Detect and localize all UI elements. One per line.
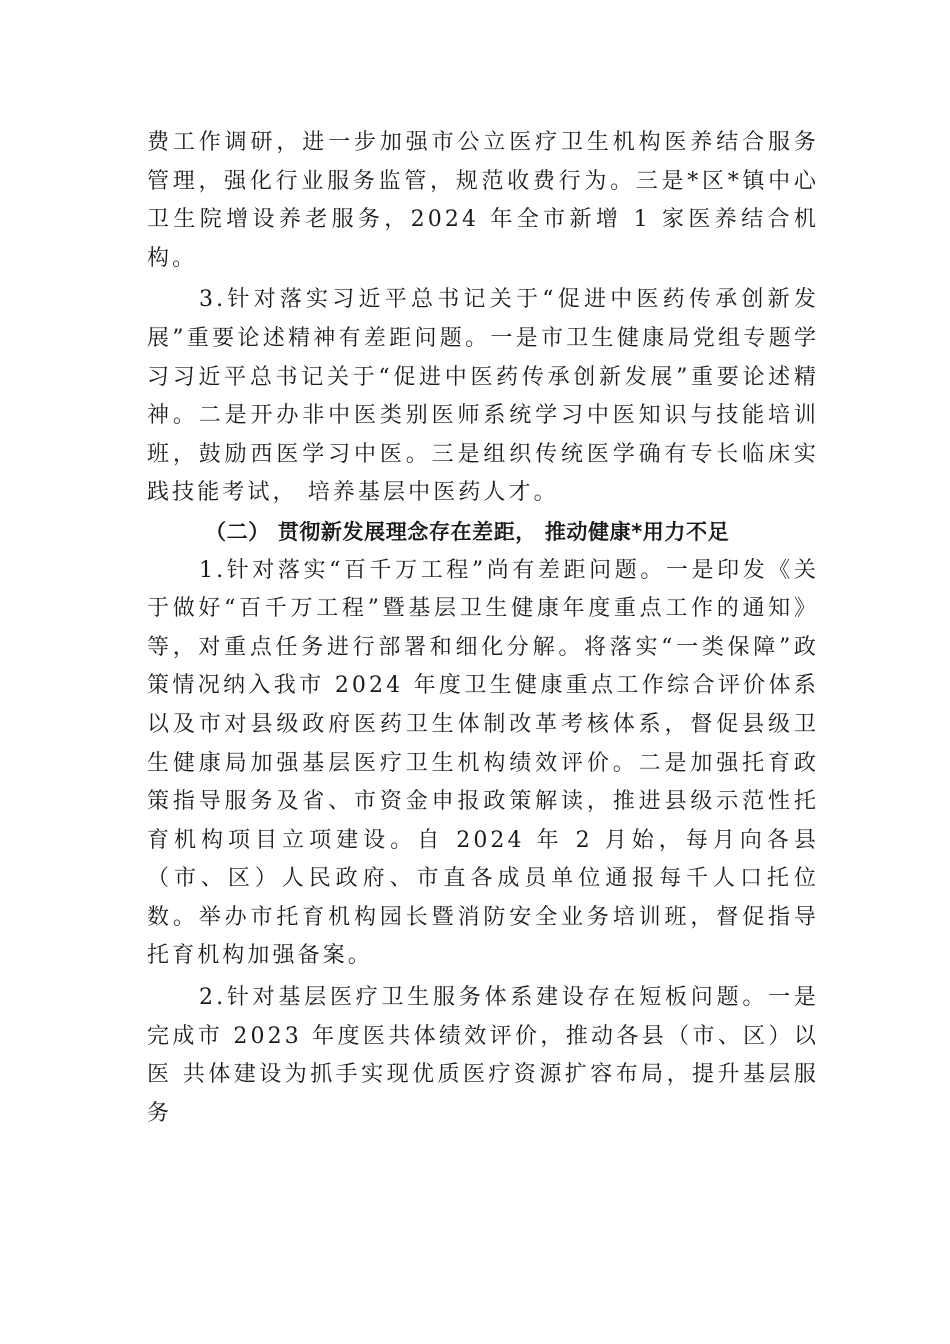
section-heading: （二） 贯彻新发展理念存在差距， 推动健康*用力不足: [205, 519, 730, 544]
document-page: [147, 124, 819, 1133]
paragraph-item-3: 3.针对落实习近平总书记关于“促进中医药传承创新发展”重要论述精神有差距问题。一是市卫生健康局党组专题学习习近平总书记关于“促进中医药传承创新发展”重要论述精神。二是开办非中医类别医师系统学习中医知识与技能培训班，鼓励西医学习中医。三是组织传统医学确有专长临床实践技能考试， 培养基层中医药人才。: [147, 287, 819, 506]
paragraph-continuation: 费工作调研，进一步加强市公立医疗卫生机构医养结合服务管理，强化行业服务监管，规范收费行为。三是*区*镇中心卫生院增设养老服务，2024 年全市新增 1 家医养结合机构。: [147, 130, 819, 271]
paragraph-item-1: 1.针对落实“百千万工程”尚有差距问题。一是印发《关于做好“百千万工程”暨基层卫生健康年度重点工作的通知》等，对重点任务进行部署和细化分解。将落实“一类保障”政策情况纳入我市 2024 年度卫生健康重点工作综合评价体系以及市对县级政府医药卫生体制改革考核体系，督促县级卫生健康局加强基层医疗卫生机构绩效评价。二是加强托育政策指导服务及省、市资金申报政策解读，推进县级示范性托育机构项目立项建设。自 2024 年 2 月始，每月向各县（市、区）人民政府、市直各成员单位通报每千人口托位数。举办市托育机构园长暨消防安全业务培训班，督促指导托育机构加强备案。: [147, 557, 819, 969]
paragraph-item-2: 2.针对基层医疗卫生服务体系建设存在短板问题。一是完成市 2023 年度医共体绩效评价，推动各县（市、区）以医 共体建设为抓手实现优质医疗资源扩容布局，提升基层服务: [147, 985, 819, 1126]
